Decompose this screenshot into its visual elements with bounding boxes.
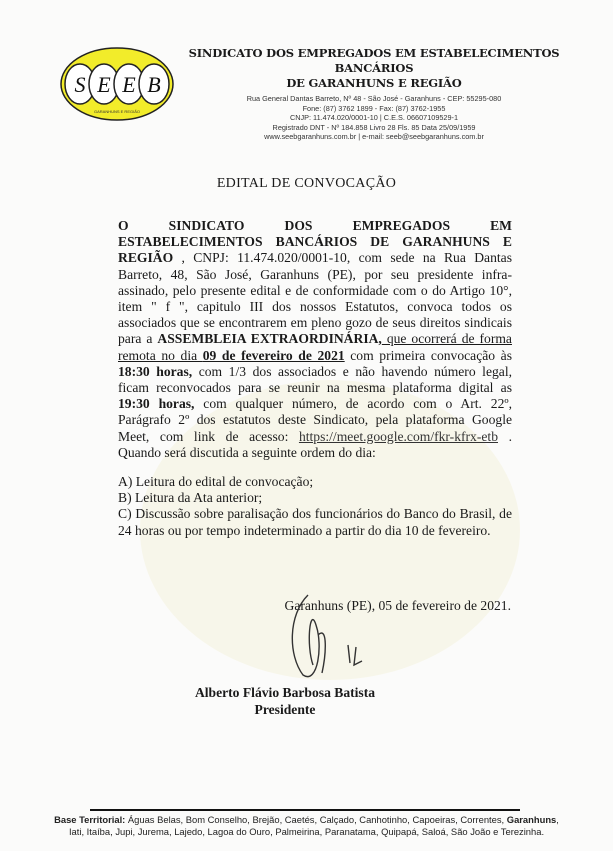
- assembly-label: ASSEMBLEIA EXTRAORDINÁRIA,: [157, 331, 382, 347]
- footer-label: Base Territorial:: [54, 814, 126, 825]
- footer-text: ,: [556, 814, 559, 825]
- agenda-item: C) Discussão sobre paralisação dos funcionários do Banco do Brasil, de 24 horas ou por tempo indeterminado a partir do dia 10 de fevereiro.: [118, 506, 512, 538]
- signer: [180, 684, 390, 718]
- logo-letter: B: [147, 72, 161, 97]
- logo-subtext: GARANHUNS E REGIÃO: [93, 109, 141, 114]
- body-paragraph: [118, 218, 512, 461]
- text: com primeira convocação às: [344, 347, 512, 363]
- agenda-list: [118, 474, 512, 539]
- letterhead: [182, 46, 566, 142]
- org-name-line2: DE GARANHUNS E REGIÃO: [286, 76, 462, 90]
- text: , CNPJ: 11.474.020/0001-10, com sede na Rua Dantas Barreto, 48, São José, Garanhuns (PE), por seu presidente infra-assinado, pelo presente edital e de conformidade com o do Artigo 10°, item " f ", capitulo III dos nossos Estatutos, convoca todos os associados que se encontrarem em pleno gozo de seus direitos sindicais para a: [118, 250, 512, 347]
- meet-link[interactable]: https://meet.google.com/fkr-kfrx-etb: [298, 428, 498, 444]
- text: . Quando será discutida a seguinte ordem do dia:: [118, 428, 512, 460]
- agenda-item: B) Leitura da Ata anterior;: [118, 490, 263, 506]
- document-title: EDITAL DE CONVOCAÇÃO: [216, 176, 397, 191]
- footer: [0, 814, 613, 838]
- web-email: www.seebgaranhuns.com.br | e-mail: seeb@seebgaranhuns.com.br: [264, 132, 484, 142]
- address: Rua General Dantas Barreto, Nº 48 - São José - Garanhuns - CEP: 55295-080: [246, 94, 502, 103]
- handwritten-signature: [278, 585, 388, 685]
- cnpj: CNJP: 11.474.020/0001-10 | C.E.S. 06607109529-1: [289, 113, 459, 123]
- logo-letter: E: [97, 72, 111, 97]
- text: com qualquer número, de acordo com o Art. 22º, Parágrafo 2º dos estatutos deste Sindicato, pela plataforma Google Meet, com link de acesso:: [118, 396, 512, 444]
- meeting-date: 09 de fevereiro de 2021: [202, 347, 345, 363]
- footer-city-bold: Garanhuns: [506, 814, 557, 825]
- second-call-time: 19:30 horas,: [118, 396, 195, 412]
- registry: Registrado DNT - Nº 184.858 Livro 28 Fls. 85 Data 25/09/1959: [272, 122, 476, 132]
- place-date: Garanhuns (PE), 05 de fevereiro de 2021.: [284, 598, 511, 613]
- org-name-bold: O SINDICATO DOS EMPREGADOS EM ESTABELECIMENTOS BANCÁRIOS DE GARANHUNS E REGIÃO: [118, 218, 512, 266]
- footer-divider: [90, 809, 520, 811]
- text: com 1/3 dos associados e não havendo número legal, ficam reconvocados para se reunir na mesma plataforma digital as: [118, 363, 512, 396]
- logo-letter: E: [122, 72, 136, 97]
- phone: Fone: (87) 3762 1899 - Fax: (87) 3762-1955: [302, 103, 446, 113]
- signer-name: Alberto Flávio Barbosa Batista: [194, 685, 376, 700]
- first-call-time: 18:30 horas,: [118, 363, 193, 379]
- seeb-logo: [58, 44, 176, 124]
- logo-letter: S: [74, 72, 86, 97]
- footer-text: Águas Belas, Bom Conselho, Brejão, Caetés, Calçado, Canhotinho, Capoeiras, Correntes,: [125, 814, 507, 825]
- text: que ocorrerá de forma remota no dia: [118, 331, 512, 363]
- signer-role: Presidente: [254, 702, 316, 717]
- agenda-item: A) Leitura do edital de convocação;: [118, 474, 314, 489]
- org-name: SINDICATO DOS EMPREGADOS EM ESTABELECIMENTOS BANCÁRIOS: [188, 46, 560, 75]
- footer-text-line2: Iati, Itaíba, Jupi, Jurema, Lajedo, Lagoa do Ouro, Palmeirina, Paranatama, Quipapá, Saloá, São João e Terezinha.: [68, 826, 545, 837]
